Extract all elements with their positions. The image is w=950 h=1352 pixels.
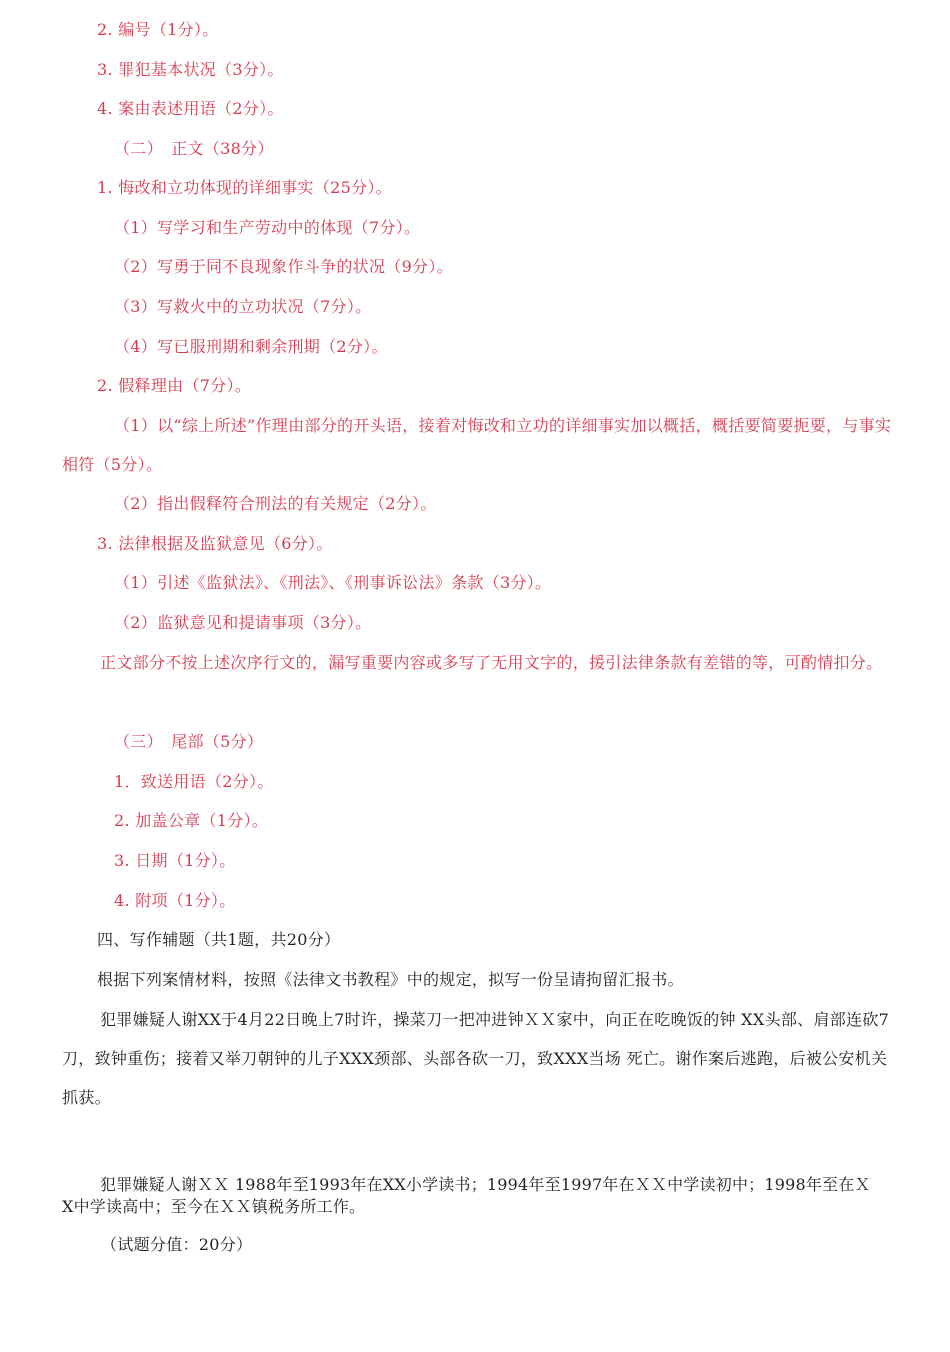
score-item-criminal-info: 3. 罪犯基本状况（3分）。 bbox=[97, 60, 284, 79]
score-subitem-sentence-term: （4）写已服刑期和剩余刑期（2分）。 bbox=[114, 337, 388, 356]
question-instruction: 根据下列案情材料，按照《法律文书教程》中的规定，拟写一份呈请拘留汇报书。 bbox=[97, 970, 684, 989]
suspect-background-paragraph: 犯罪嫌疑人谢ＸＸ 1988年至1993年在XX小学读书；1994年至1997年在ＸＸ中学读初中；1998年至在Ｘ X中学读高中；至今在ＸＸ镇税务所工作。 bbox=[62, 1175, 871, 1216]
score-subitem-law-citation: （1）引述《监狱法》、《刑法》、《刑事诉讼法》条款（3分）。 bbox=[114, 573, 552, 592]
score-item-parole-reason: 2. 假释理由（7分）。 bbox=[97, 376, 252, 395]
score-subitem-fire-rescue: （3）写救火中的立功状况（7分）。 bbox=[114, 297, 372, 316]
score-item-number: 2. 编号（1分）。 bbox=[97, 20, 219, 39]
case-material-paragraph: 犯罪嫌疑人谢XX于4月22日晚上7时许，操菜刀一把冲进钟ＸＸ家中，向正在吃晚饭的钟 XX头部、肩部连砍7刀，致钟重伤；接着又举刀朝钟的儿子XXX颈部、头部各砍一刀，致XXX当场 死亡。谢作案后逃跑，后被公安机关抓获。 bbox=[62, 1010, 890, 1107]
section-heading-body: （二） 正文（38分） bbox=[114, 139, 274, 158]
score-item-repentance-facts: 1. 悔改和立功体现的详细事实（25分）。 bbox=[97, 178, 393, 197]
score-item-legal-basis: 3. 法律根据及监狱意见（6分）。 bbox=[97, 534, 333, 553]
section-heading-ending: （三） 尾部（5分） bbox=[114, 732, 264, 751]
score-subitem-struggle: （2）写勇于同不良现象作斗争的状况（9分）。 bbox=[114, 257, 453, 276]
score-item-appendix: 4. 附项（1分）。 bbox=[114, 891, 236, 910]
question-heading: 四、写作辅题（共1题，共20分） bbox=[97, 930, 341, 949]
score-item-official-seal: 2. 加盖公章（1分）。 bbox=[114, 811, 269, 830]
question-score-value: （试题分值：20分） bbox=[101, 1235, 253, 1254]
score-item-case-wording: 4. 案由表述用语（2分）。 bbox=[97, 99, 284, 118]
score-subitem-criminal-law: （2）指出假释符合刑法的有关规定（2分）。 bbox=[114, 494, 437, 513]
score-item-closing-phrase: 1．致送用语（2分）。 bbox=[114, 772, 274, 791]
score-subitem-prison-opinion: （2）监狱意见和提请事项（3分）。 bbox=[114, 613, 372, 632]
score-item-date: 3. 日期（1分）。 bbox=[114, 851, 236, 870]
score-subitem-study-labor: （1）写学习和生产劳动中的体现（7分）。 bbox=[114, 218, 421, 237]
deduction-note: 正文部分不按上述次序行文的，漏写重要内容或多写了无用文字的，援引法律条款有差错的等，可酌情扣分。 bbox=[100, 653, 883, 672]
score-subitem-summary: （1）以“综上所述”作理由部分的开头语，接着对悔改和立功的详细事实加以概括，概括要简要扼要，与事实相符（5分）。 bbox=[62, 416, 892, 474]
